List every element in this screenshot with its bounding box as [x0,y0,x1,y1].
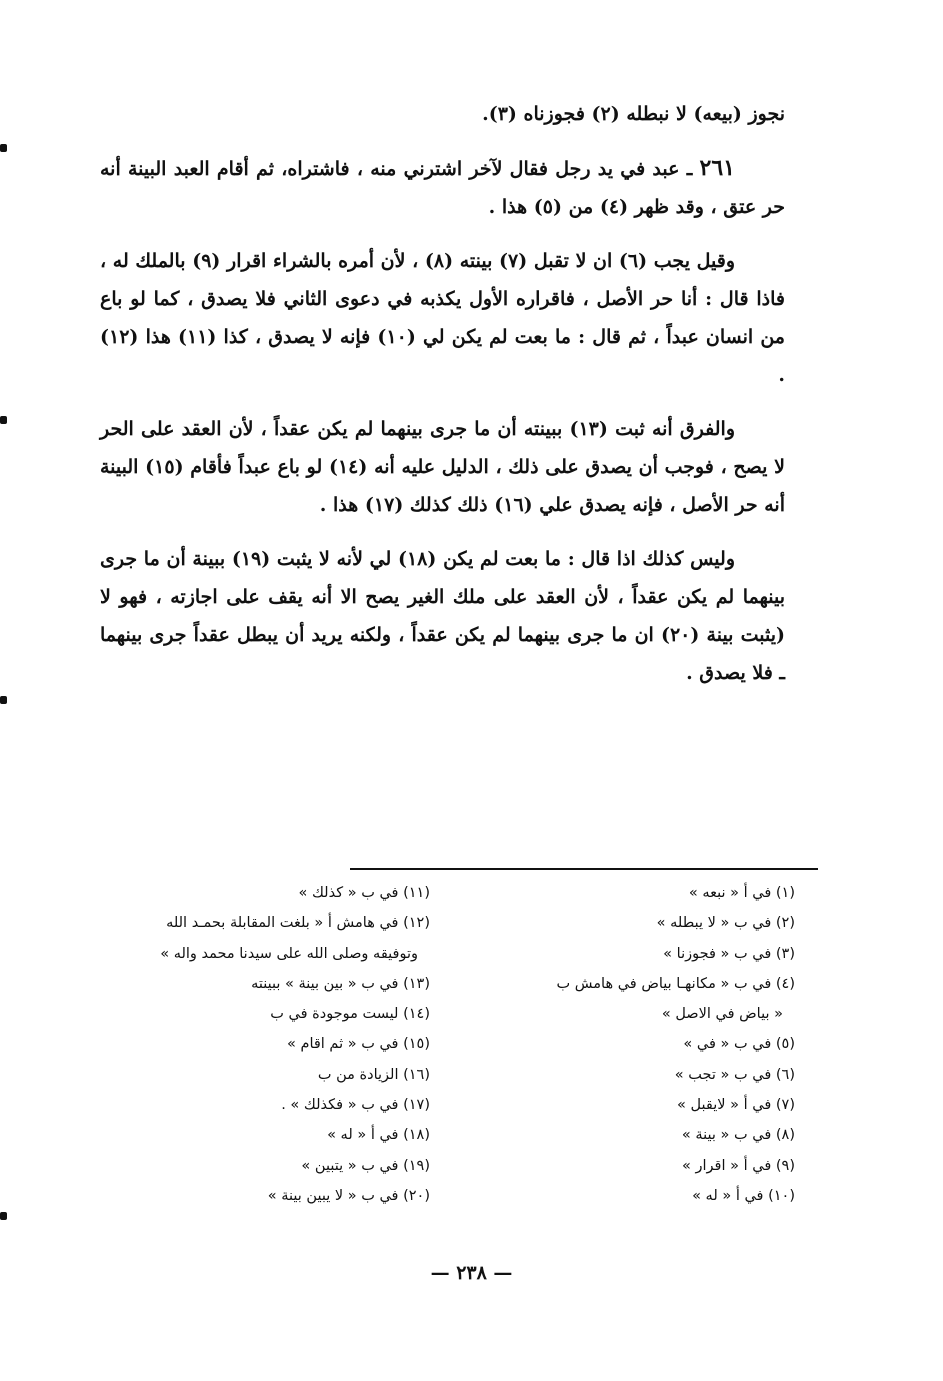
paragraph-1: نجوز (بيعه) لا نبطله (٢) فجوزناه (٣). [482,103,785,125]
paragraph-3: وقيل يجب (٦) ان لا تقبل (٧) بينته (٨) ، لأن أمره بالشراء اقرار (٩) بالملك له ، فاذا قال : أنا حر الأصل ، فاقراره الأول يكذبه في دعوى الثاني فلا يصدق ، كما لو باع من انسان عبداً ، ثم قال : ما بعت لم يكن لي (١٠) فإنه لا يصدق ، كذا (١١) هذا (١٢) . [100,250,785,386]
footnote: (١٢) في هامش أ « بلغت المقابلة بحمـد الله [166,915,430,932]
footnote: (٨) في ب « بينة » [681,1127,795,1144]
footnote-continuation: وتوفيقه وصلى الله على سيدنا محمد واله » [160,945,418,962]
footnotes-left-column [110,878,430,1211]
footnotes-right-column [470,878,795,1211]
footnote: (٥) في ب « في » [683,1036,795,1053]
footnote: (٢٠) في ب « لا يبين بينة » [267,1187,430,1204]
footnote: (٣) في ب « فجوزنا » [663,945,795,962]
footnote: (٧) في أ « لايقبل » [677,1097,795,1114]
footnote: (١١) في ب « كذلك » [298,885,430,901]
footnote: (٢) في ب « لا يبطله » [656,915,795,932]
paragraph-4: والفرق أنه ثبت (١٣) ببينته أن ما جرى بينهما لم يكن عقداً ، لأن العقد على الحر لا يصح ، فوجب أن يصدق على ذلك ، الدليل عليه أنه (١٤) لو باع عبداً فأقام (١٥) البينة أنه حر الأصل ، فإنه يصدق علي (١٦) ذلك كذلك (١٧) هذا . [100,418,785,516]
main-text [100,95,785,708]
footnote: (١٥) في ب « ثم اقام » [286,1036,430,1053]
footnote: (١٩) في ب « يتبين » [301,1157,430,1174]
margin-mark [0,1212,7,1220]
footnote-continuation: « بياض في الاصل » [661,1006,783,1023]
footnote: (٦) في ب « تجب » [674,1066,795,1083]
margin-mark [0,144,7,152]
footnote: (٩) في أ « اقرار » [682,1157,795,1174]
section-number: ٢٦١ [699,155,735,181]
footnote: (٤) في ب « مكانهـا بياض في هامش ب [556,975,795,992]
footnote: (١٤) ليست موجودة في ب [270,1006,430,1023]
footnote: (١٨) في أ « له » [327,1127,430,1144]
footnote: (١٦) الزيادة من ب [317,1066,430,1083]
paragraph-2 [100,149,785,226]
footnote: (١٣) في ب « بين بينة » ببينته [251,975,430,992]
footnote: (١٧) في ب « فكذلك » . [281,1097,430,1114]
footnote-separator [350,868,818,870]
margin-mark [0,696,7,704]
footnote: (١٠) في أ « له » [692,1187,795,1204]
paragraph-2-text: ـ عبد في يد رجل فقال لآخر اشترني منه ، فاشتراه، ثم أقام العبد البينة أنه حر عتق ، وقد ظهر (٤) من (٥) هذا . [100,158,785,218]
margin-mark [0,416,7,424]
footnote: (١) في أ « نبعه » [688,885,795,901]
paragraph-5: وليس كذلك اذا قال : ما بعت لم يكن (١٨) لي لأنه لا يثبت (١٩) ببينة أن ما جرى بينهما لم يكن عقداً ، لأن العقد على ملك الغير يصح الا أنه يقف على اجازته ، فهو لا (يثبت بينة (٢٠) ان ما جرى بينهما لم يكن عقداً ، ولكنه يريد أن يبطل عقداً جرى بينهما ـ فلا يصدق . [100,548,786,684]
page-number: — ٢٣٨ — [430,1262,513,1284]
